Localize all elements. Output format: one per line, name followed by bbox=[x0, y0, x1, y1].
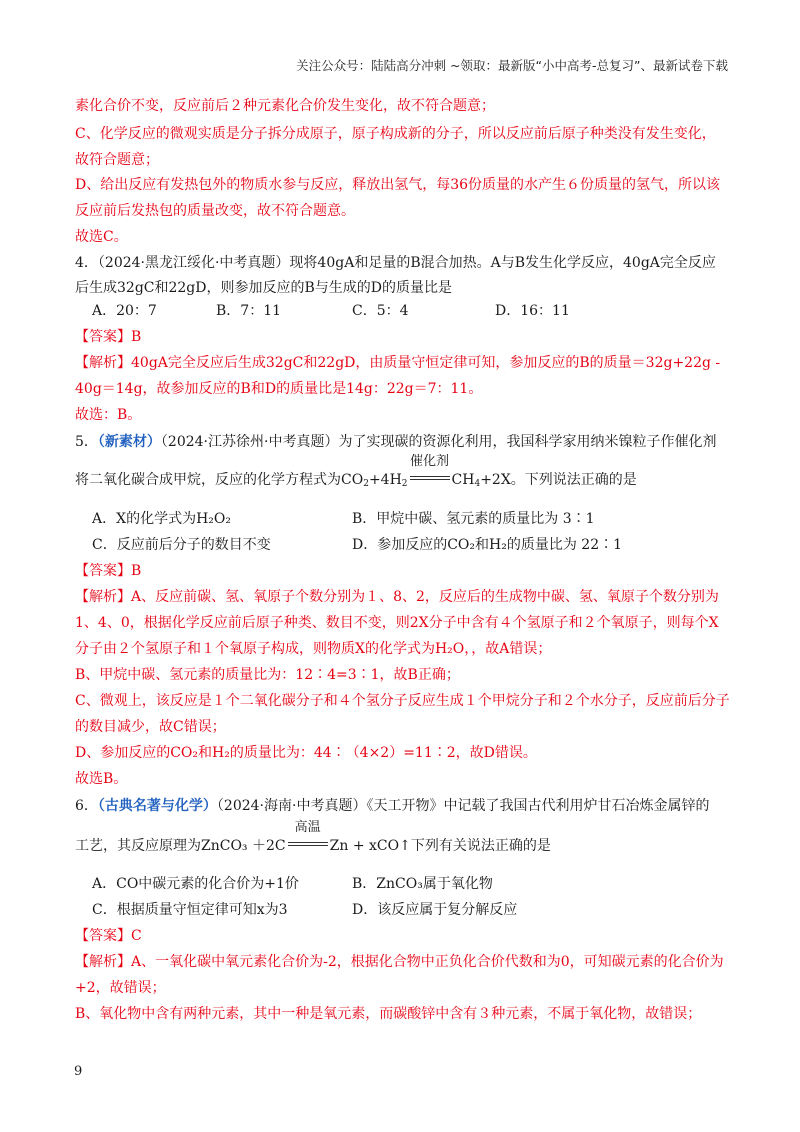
equation-product: CH bbox=[451, 472, 475, 488]
q4-analysis-line: 【解析】40gA完全反应后生成32gC和22gD，由质量守恒定律可知，参加反应的B的质量＝32g+22g - bbox=[75, 355, 721, 371]
q5-analysis-line: 1、4、0，根据化学反应前后原子种类、数目不变，则2X分子中含有４个氢原子和２个氧原子，则每个X bbox=[75, 615, 719, 631]
q4-choice-line: 故选：B。 bbox=[75, 407, 142, 423]
q6-option-c: C．根据质量守恒定律可知x为3 bbox=[92, 902, 288, 918]
q5-stem-line bbox=[75, 432, 740, 452]
q6-stem-line bbox=[75, 796, 740, 816]
q5-option-b: B．甲烷中碳、氢元素的质量比为 3∶1 bbox=[352, 511, 595, 527]
q6-number: 6． bbox=[75, 798, 98, 814]
q5-analysis-line: B、甲烷中碳、氢元素的质量比为：12∶4=3∶1，故B正确； bbox=[75, 667, 460, 683]
page-number: 9 bbox=[74, 1064, 83, 1079]
catalyst-label: 催化剂 bbox=[410, 454, 450, 469]
condition-label: 高温 bbox=[294, 820, 321, 835]
q6-analysis-line: B、氧化物中含有两种元素，其中一种是氧元素，而碳酸锌中含有３种元素，不属于氧化物，故错误； bbox=[75, 1006, 702, 1022]
q4-option-b: B．7：11 bbox=[216, 303, 282, 319]
q6-stem-text: Zn + xCO↑下列有关说法正确的是 bbox=[329, 838, 551, 854]
q5-stem-text: 。下列说法正确的是 bbox=[510, 472, 637, 488]
q6-analysis-line: 【解析】A、一氧化碳中氧元素化合价为-2，根据化合物中正负化合价代数和为0，可知碳元素的化合价为 bbox=[75, 954, 724, 970]
prev-analysis-line: 反应前后发热包的质量改变，故不符合题意。 bbox=[75, 203, 355, 219]
q5-option-c: C．反应前后分子的数目不变 bbox=[92, 537, 271, 553]
q4-analysis-line: 40g＝14g，故参加反应的B和D的质量比是14g：22g＝7：11。 bbox=[75, 381, 483, 397]
equation-product: +2X bbox=[480, 472, 511, 488]
q6-analysis-line: +2，故错误； bbox=[75, 980, 166, 996]
q5-tag: （新素材） bbox=[97, 434, 161, 450]
q4-option-a: A．20：7 bbox=[92, 303, 157, 319]
q5-stem-text: （2024·江苏徐州·中考真题）为了实现碳的资源化利用，我国科学家用纳米镍粒子作催化剂 bbox=[160, 434, 717, 450]
q4-stem-line: 4．（2024·黑龙江绥化·中考真题）现将40gA和足量的B混合加热。A与B发生化学反应，40gA完全反应 bbox=[75, 255, 716, 271]
q4-option-c: C．5：4 bbox=[352, 303, 409, 319]
q5-number: 5． bbox=[75, 434, 98, 450]
page-header: 关注公众号：陆陆高分冲刺 ~领取：最新版“小中高考-总复习”、最新试卷下载 bbox=[296, 58, 728, 73]
q5-answer: 【答案】B bbox=[75, 563, 142, 579]
q5-analysis-line: 【解析】A、反应前碳、氢、氧原子个数分别为１、8、2，反应后的生成物中碳、氢、氧原子个数分别为 bbox=[75, 589, 719, 605]
q6-stem-text: 工艺，其反应原理为ZnCO₃ ＋2C bbox=[75, 838, 286, 854]
q6-option-d: D．该反应属于复分解反应 bbox=[352, 902, 518, 918]
q5-analysis-line: D、参加反应的CO₂和H₂的质量比为：44∶（4×2）=11∶2，故D错误。 bbox=[75, 745, 537, 761]
q5-stem-text: 将二氧化碳合成甲烷，反应的化学方程式为 bbox=[75, 472, 341, 488]
prev-analysis-line: 故符合题意； bbox=[75, 152, 159, 168]
q5-analysis-line: 的数目减少，故C错误； bbox=[75, 719, 226, 735]
q6-tag: （古典名著与化学） bbox=[97, 798, 217, 814]
prev-analysis-line: C、化学反应的微观实质是分子拆分成原子，原子构成新的分子，所以反应前后原子种类没有发生变化， bbox=[75, 126, 716, 142]
q6-stem-text: （2024·海南·中考真题）《天工开物》中记载了我国古代利用炉甘石冶炼金属锌的 bbox=[216, 798, 710, 814]
q4-stem-line: 后生成32gC和22gD，则参加反应的B与生成的D的质量比是 bbox=[75, 280, 453, 296]
q5-option-d: D．参加反应的CO₂和H₂的质量比为 22∶1 bbox=[352, 537, 623, 553]
equation-reactant: CO bbox=[341, 472, 364, 488]
q6-answer: 【答案】C bbox=[75, 928, 142, 944]
q4-answer: 【答案】B bbox=[75, 329, 142, 345]
q4-option-d: D．16：11 bbox=[495, 303, 570, 319]
prev-analysis-line: D、给出反应有发热包外的物质水参与反应，释放出氢气，每36份质量的水产生６份质量的氢气，所以该 bbox=[75, 177, 721, 193]
q5-choice-line: 故选B。 bbox=[75, 771, 128, 787]
reaction-arrow bbox=[286, 820, 330, 856]
q6-equation-line bbox=[75, 820, 740, 856]
reaction-arrow bbox=[408, 454, 452, 490]
q5-equation-line: 将二氧化碳合成甲烷，反应的化学方程式为$CO_2+4H_2$ 催化剂 $CH_4+2X$。下列说法正确的是 bbox=[75, 454, 637, 489]
equation-reactant: +4H bbox=[368, 472, 402, 488]
q5-analysis-line: 分子由２个氢原子和１个氧原子构成，则物质X的化学式为H₂O，，故A错误； bbox=[75, 641, 552, 657]
q6-option-a: A．CO中碳元素的化合价为+1价 bbox=[92, 876, 299, 892]
q6-option-b: B．ZnCO₃属于氧化物 bbox=[352, 876, 493, 892]
prev-choice-line: 故选C。 bbox=[75, 229, 128, 245]
prev-analysis-line: 素化合价不变，反应前后２种元素化合价发生变化，故不符合题意； bbox=[75, 98, 495, 114]
q5-option-a: A．X的化学式为H₂O₂ bbox=[92, 511, 231, 527]
q5-analysis-line: C、微观上，该反应是１个二氧化碳分子和４个氢分子反应生成１个甲烷分子和２个水分子，反应前后分子 bbox=[75, 693, 730, 709]
